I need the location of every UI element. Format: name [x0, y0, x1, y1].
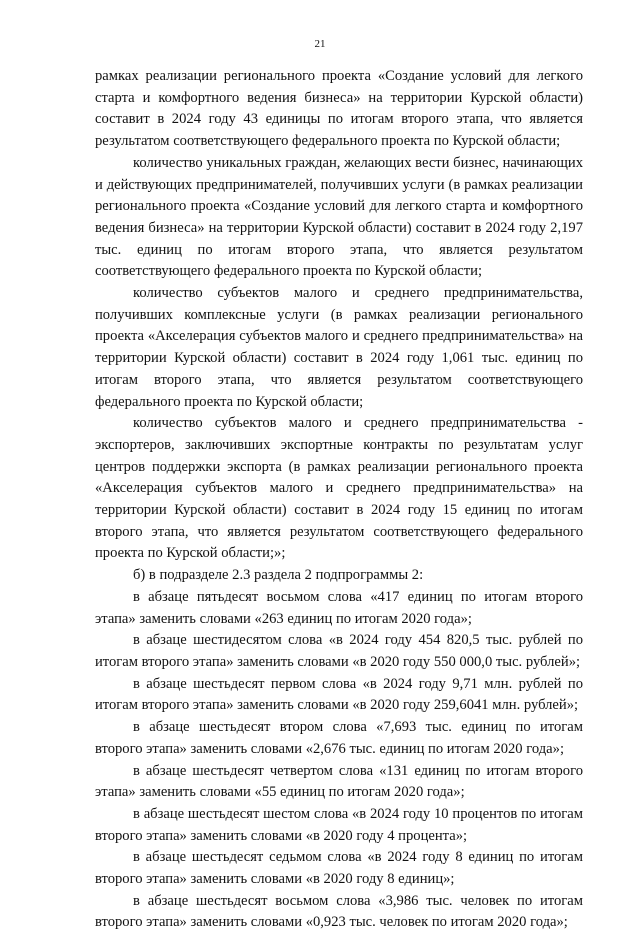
paragraph: в абзаце шестьдесят втором слова «7,693 тыс. единиц по итогам второго этапа» заменить словами «2,676 тыс. единиц по итогам 2020 года»; — [95, 719, 583, 757]
paragraph: в абзаце шестьдесят четвертом слова «131 единиц по итогам второго этапа» заменить словами «55 единиц по итогам 2020 года»; — [95, 762, 583, 801]
paragraph: б) в подразделе 2.3 раздела 2 подпрограммы 2: — [133, 567, 424, 584]
paragraph: в абзаце шестьдесят шестом слова «в 2024 году 10 процентов по итогам второго этапа» заменить словами «в 2020 году 4 процента»; — [95, 805, 583, 844]
paragraph: в абзаце шестьдесят восьмом слова «3,986 тыс. человек по итогам второго этапа» заменить словами «0,923 тыс. человек по итогам 2020 года»; — [95, 892, 583, 931]
paragraph: количество субъектов малого и среднего предпринимательства, получивших комплексные услуги (в рамках реализации регионального проекта «Акселерация субъектов малого и среднего предпринимательства» на территории Курской области) составит в 2024 году 1,061 тыс. единиц по итогам второго этапа, что является результатом соответствующего федерального проекта по Курской области; — [95, 285, 583, 410]
paragraph: в абзаце шестьдесят первом слова «в 2024 году 9,71 млн. рублей по итогам второго этапа» заменить словами «в 2020 году 259,6041 млн. рублей»; — [95, 675, 583, 714]
paragraph: рамках реализации регионального проекта «Создание условий для легкого старта и комфортного ведения бизнеса» на территории Курской области) составит в 2024 году 43 единицы по итогам второго этапа, что является результатом соответствующего федерального проекта по Курской области; — [95, 68, 583, 150]
document-body — [95, 66, 583, 934]
paragraph: количество уникальных граждан, желающих вести бизнес, начинающих и действующих предпринимателей, получивших услуги (в рамках реализации регионального проекта «Создание условий для легкого старта и комфортного ведения бизнеса» на территории Курской области) составит в 2024 году 2,197 тыс. единиц по итогам второго этапа, что является результатом соответствующего федерального проекта по Курской области; — [95, 154, 583, 280]
page-number: 21 — [314, 38, 326, 50]
paragraph: в абзаце шестидесятом слова «в 2024 году 454 820,5 тыс. рублей по итогам второго этапа» заменить словами «в 2020 году 550 000,0 тыс. рублей»; — [95, 632, 583, 670]
paragraph: количество субъектов малого и среднего предпринимательства - экспортеров, заключивших экспортные контракты по результатам услуг центров поддержки экспорта (в рамках реализации регионального проекта «Акселерация субъектов малого и среднего предпринимательства» на территории Курской области) составит в 2024 году 15 единиц по итогам второго этапа, что является результатом соответствующего федерального проекта по Курской области;»; — [95, 415, 583, 562]
paragraph: в абзаце шестьдесят седьмом слова «в 2024 году 8 единиц по итогам второго этапа» заменить словами «в 2020 году 8 единиц»; — [95, 849, 583, 888]
paragraph: в абзаце пятьдесят восьмом слова «417 единиц по итогам второго этапа» заменить словами «263 единиц по итогам 2020 года»; — [95, 588, 583, 627]
